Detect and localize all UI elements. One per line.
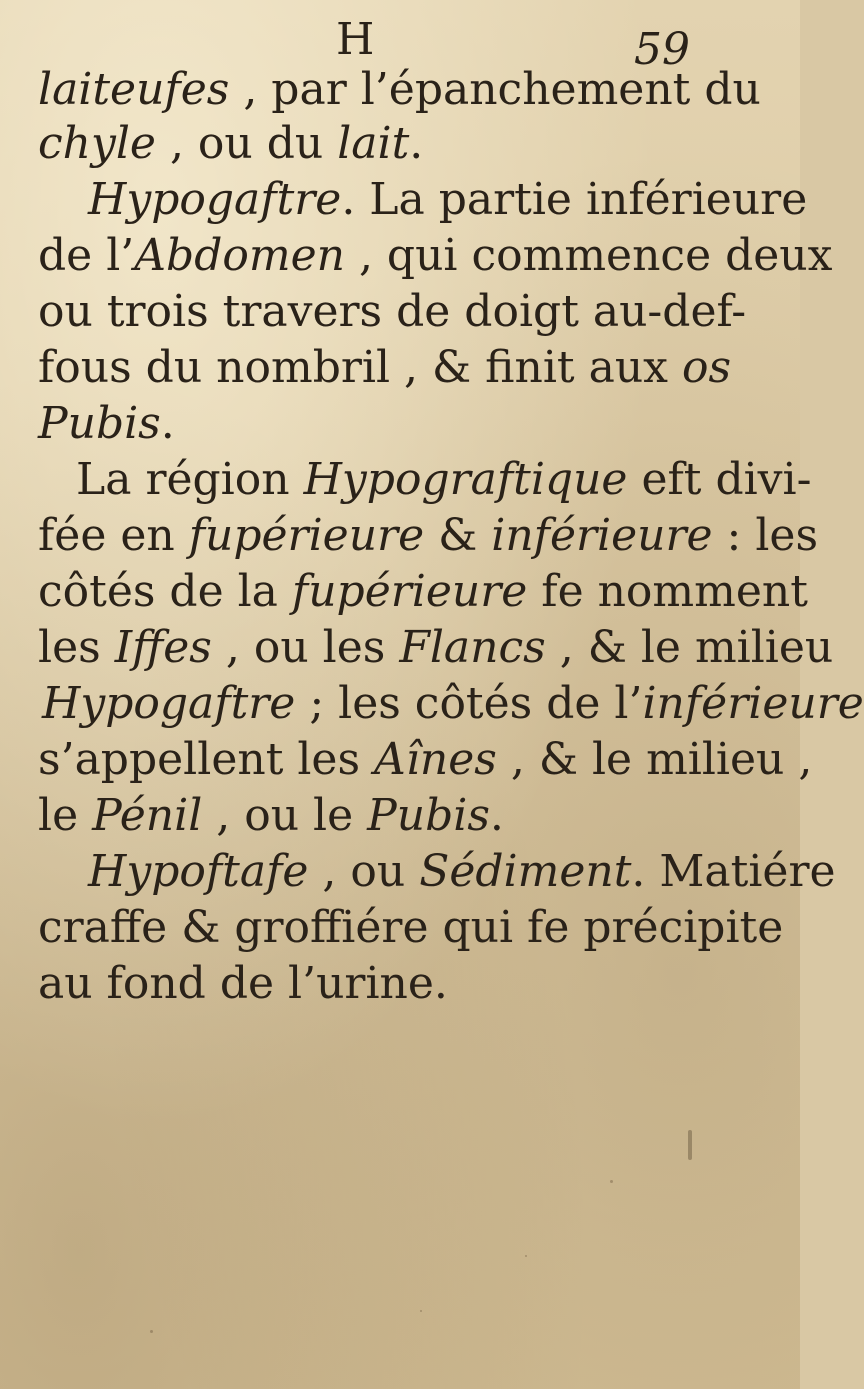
text-line	[88, 176, 807, 224]
text-run: . Matiére	[631, 846, 836, 897]
entry-headword: Hypoftafe	[88, 846, 309, 897]
paper-mark	[610, 1180, 613, 1183]
italic-term: Pénil	[92, 790, 203, 841]
text-line	[38, 736, 812, 784]
text-run: , ou du	[155, 118, 338, 169]
text-run: craffe & groffiére qui fe précipite	[38, 902, 784, 953]
text-line	[76, 456, 811, 504]
text-run: fée en	[38, 510, 189, 561]
text-line	[38, 624, 833, 672]
paper-mark	[150, 1330, 153, 1333]
text-run: les	[38, 622, 115, 673]
text-run: , ou les	[211, 622, 400, 673]
text-run: : les	[712, 510, 819, 561]
text-line	[38, 288, 746, 336]
text-run: le	[38, 790, 93, 841]
page-number: 59	[634, 24, 690, 75]
italic-term: Pubis	[38, 398, 161, 449]
text-line	[38, 120, 423, 168]
italic-term: Aînes	[374, 734, 497, 785]
italic-term: fupérieure	[291, 566, 528, 617]
paper-mark	[420, 1310, 422, 1312]
text-run: .	[409, 118, 424, 169]
italic-term: lait	[337, 118, 410, 169]
text-line	[38, 232, 832, 280]
text-run: , ou	[308, 846, 420, 897]
text-line	[42, 680, 864, 728]
text-run: , par l’épanchement du	[229, 64, 761, 115]
italic-term: Abdomen	[134, 230, 345, 281]
text-run: fous du nombril , & finit aux	[38, 342, 682, 393]
text-line	[38, 568, 808, 616]
italic-term: inférieure	[491, 510, 713, 561]
signature-mark: H	[336, 14, 377, 65]
text-run: au fond de l’urine.	[38, 958, 448, 1009]
text-run: , & le milieu ,	[496, 734, 813, 785]
italic-term: Pubis	[367, 790, 490, 841]
text-run: .	[489, 790, 504, 841]
text-line	[38, 512, 818, 560]
text-run: eft divi-	[627, 454, 812, 505]
text-run: , ou le	[202, 790, 368, 841]
text-line	[38, 904, 783, 952]
text-run: La région	[76, 454, 304, 505]
text-line	[88, 848, 836, 896]
text-run: , qui commence deux	[344, 230, 833, 281]
text-line	[38, 792, 504, 840]
text-line	[38, 66, 761, 114]
page-header	[0, 8, 800, 75]
text-run: . La partie inférieure	[341, 174, 808, 225]
text-line	[38, 960, 448, 1008]
text-run: , & le milieu	[545, 622, 834, 673]
text-run: &	[424, 510, 492, 561]
paper-mark	[688, 1130, 692, 1160]
text-run: ; les côtés de l’	[295, 678, 643, 729]
italic-term: Sédiment	[419, 846, 632, 897]
text-line	[38, 344, 731, 392]
italic-term: Hypogaftre	[42, 678, 296, 729]
text-line	[38, 400, 175, 448]
italic-term: inférieure	[642, 678, 864, 729]
text-run: s’appellent les	[38, 734, 375, 785]
italic-term: Hypograftique	[303, 454, 628, 505]
text-run: fe nomment	[527, 566, 808, 617]
text-run: .	[160, 398, 175, 449]
text-run: côtés de la	[38, 566, 292, 617]
text-run: ou trois travers de doigt au-def-	[38, 286, 747, 337]
italic-term: Flancs	[399, 622, 546, 673]
entry-headword: Hypogaftre	[88, 174, 342, 225]
italic-term: Iffes	[114, 622, 212, 673]
italic-term: laiteufes	[38, 64, 230, 115]
text-run: de l’	[38, 230, 135, 281]
paper-mark	[525, 1255, 527, 1257]
italic-term: fupérieure	[188, 510, 425, 561]
italic-term: chyle	[38, 118, 156, 169]
italic-term: os	[681, 342, 732, 393]
